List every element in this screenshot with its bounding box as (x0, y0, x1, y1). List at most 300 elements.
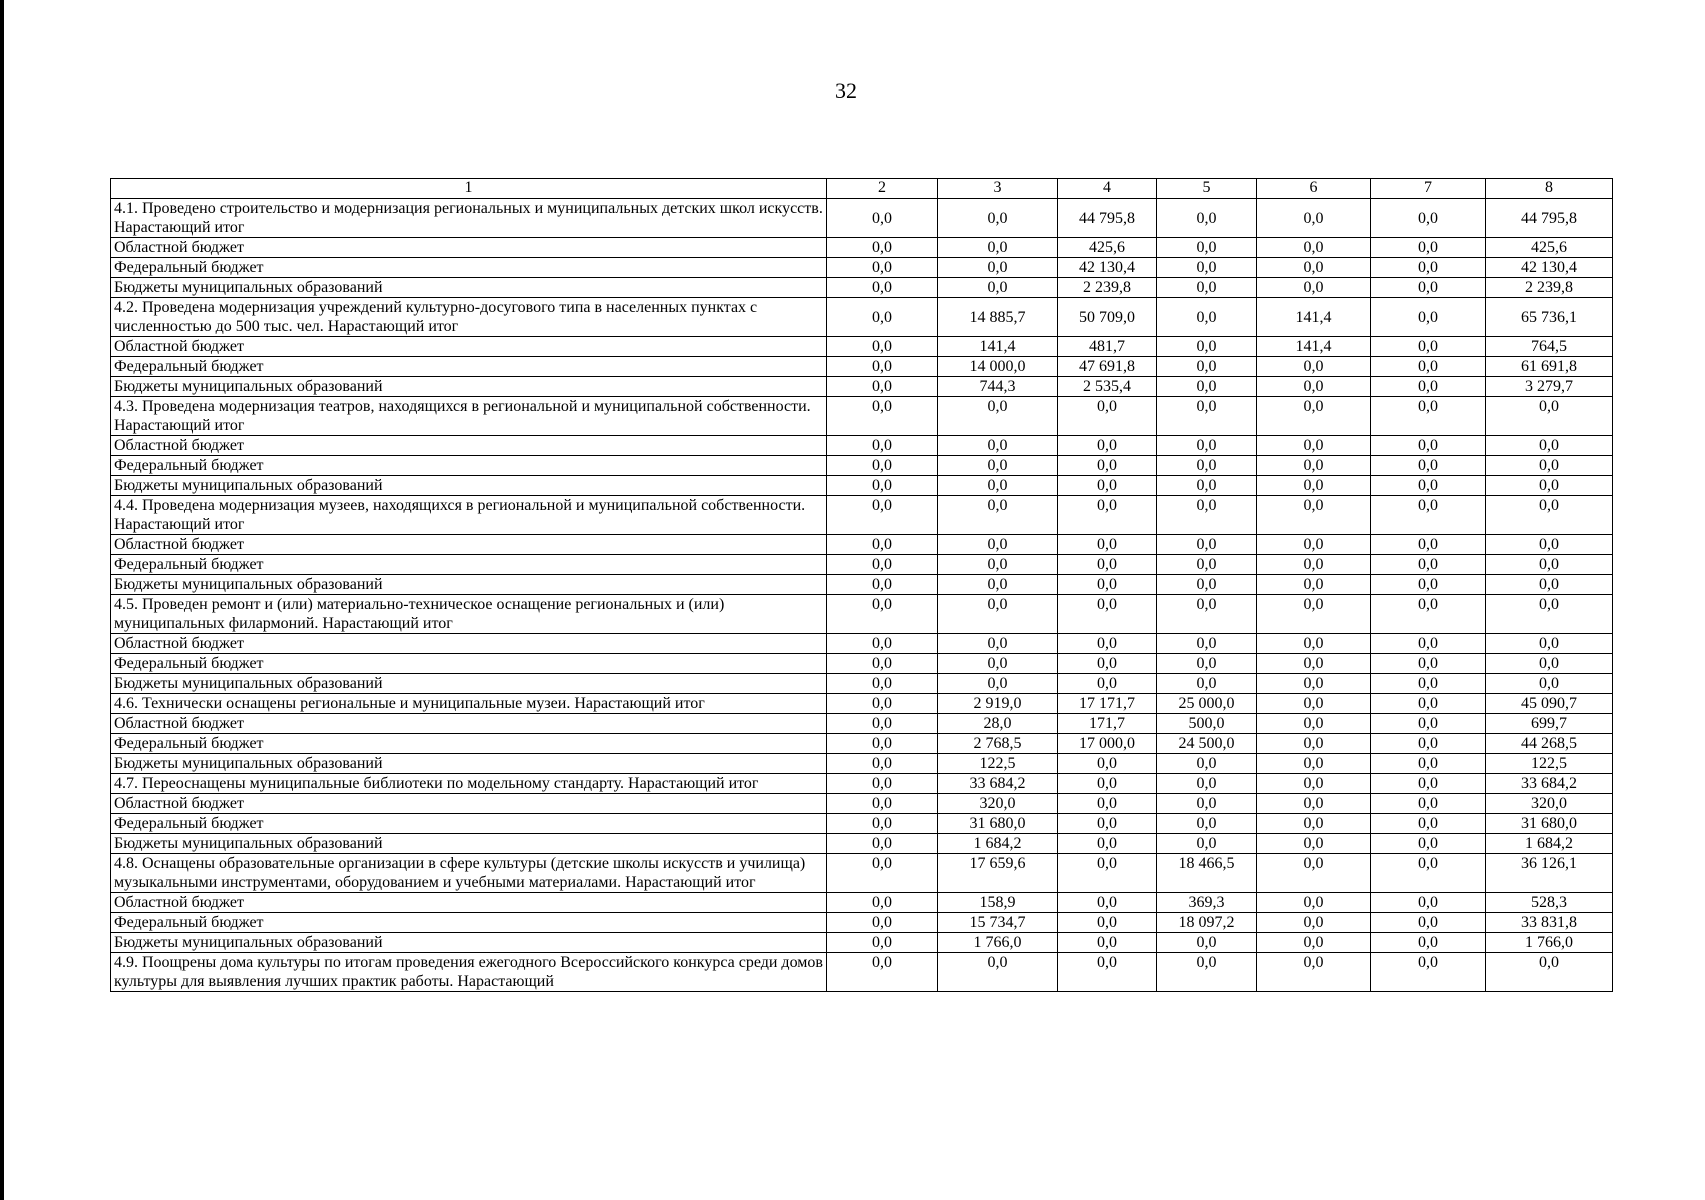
section-value-cell: 0,0 (1157, 397, 1257, 436)
budget-value-cell: 61 691,8 (1486, 357, 1613, 377)
budget-value-cell: 0,0 (1371, 575, 1486, 595)
section-value-cell: 14 885,7 (938, 298, 1058, 337)
section-title: 4.5. Проведен ремонт и (или) материально-техническое оснащение региональных и (или) муниципальных филармоний. Нарастающий итог (111, 595, 827, 634)
budget-value-cell: 0,0 (1371, 734, 1486, 754)
budget-value-cell: 0,0 (1257, 476, 1371, 496)
budget-subrow (111, 674, 1613, 694)
budget-value-cell: 0,0 (1371, 714, 1486, 734)
section-row (111, 854, 1613, 893)
budget-value-cell: 0,0 (1058, 634, 1157, 654)
section-value-cell: 44 795,8 (1486, 199, 1613, 238)
section-value-cell: 0,0 (1257, 694, 1371, 714)
budget-source-label: Бюджеты муниципальных образований (111, 754, 827, 774)
budget-value-cell: 2 768,5 (938, 734, 1058, 754)
budget-value-cell: 0,0 (1157, 654, 1257, 674)
budget-subrow (111, 337, 1613, 357)
budget-subrow (111, 436, 1613, 456)
budget-value-cell: 0,0 (1486, 436, 1613, 456)
budget-value-cell: 24 500,0 (1157, 734, 1257, 754)
budget-subrow (111, 535, 1613, 555)
section-value-cell: 0,0 (1486, 595, 1613, 634)
budget-value-cell: 47 691,8 (1058, 357, 1157, 377)
section-value-cell: 0,0 (1157, 953, 1257, 992)
budget-value-cell: 0,0 (827, 654, 938, 674)
section-row (111, 397, 1613, 436)
section-title: 4.9. Поощрены дома культуры по итогам проведения ежегодного Всероссийского конкурса среди домов культуры для выявления лучших практик работы. Нарастающий (111, 953, 827, 992)
page-number: 32 (835, 78, 857, 103)
budget-value-cell: 0,0 (1257, 674, 1371, 694)
section-row (111, 953, 1613, 992)
section-title: 4.6. Технически оснащены региональные и муниципальные музеи. Нарастающий итог (111, 694, 827, 714)
section-value-cell: 0,0 (827, 774, 938, 794)
budget-value-cell: 0,0 (1058, 794, 1157, 814)
budget-source-label: Областной бюджет (111, 535, 827, 555)
column-header: 1 (111, 179, 827, 199)
section-value-cell: 0,0 (1371, 854, 1486, 893)
budget-value-cell: 2 239,8 (1058, 278, 1157, 298)
budget-value-cell: 0,0 (827, 278, 938, 298)
budget-value-cell: 158,9 (938, 893, 1058, 913)
section-title: 4.4. Проведена модернизация музеев, находящихся в региональной и муниципальной собственности. Нарастающий итог (111, 496, 827, 535)
budget-subrow (111, 377, 1613, 397)
budget-value-cell: 0,0 (1157, 933, 1257, 953)
budget-source-label: Бюджеты муниципальных образований (111, 575, 827, 595)
budget-value-cell: 0,0 (827, 754, 938, 774)
budget-value-cell: 33 831,8 (1486, 913, 1613, 933)
budget-value-cell: 0,0 (827, 357, 938, 377)
budget-value-cell: 0,0 (827, 933, 938, 953)
section-value-cell: 0,0 (1257, 953, 1371, 992)
section-value-cell: 36 126,1 (1486, 854, 1613, 893)
budget-value-cell: 0,0 (1371, 377, 1486, 397)
section-value-cell: 0,0 (827, 199, 938, 238)
section-value-cell: 0,0 (827, 694, 938, 714)
budget-value-cell: 0,0 (1058, 674, 1157, 694)
section-title: 4.2. Проведена модернизация учреждений культурно-досугового типа в населенных пунктах с численностью до 500 тыс. чел. Нарастающий итог (111, 298, 827, 337)
budget-value-cell: 0,0 (1371, 357, 1486, 377)
budget-value-cell: 0,0 (1486, 575, 1613, 595)
budget-value-cell: 0,0 (1371, 238, 1486, 258)
section-value-cell: 0,0 (1371, 496, 1486, 535)
budget-value-cell: 0,0 (1058, 476, 1157, 496)
budget-value-cell: 0,0 (1257, 238, 1371, 258)
section-value-cell: 0,0 (1058, 953, 1157, 992)
budget-value-cell: 0,0 (827, 575, 938, 595)
budget-value-cell: 0,0 (1058, 575, 1157, 595)
section-value-cell: 0,0 (938, 953, 1058, 992)
budget-value-cell: 369,3 (1157, 893, 1257, 913)
budget-source-label: Бюджеты муниципальных образований (111, 278, 827, 298)
budget-value-cell: 0,0 (1058, 814, 1157, 834)
budget-value-cell: 0,0 (1371, 436, 1486, 456)
budget-source-label: Областной бюджет (111, 714, 827, 734)
budget-value-cell: 0,0 (938, 535, 1058, 555)
section-value-cell: 0,0 (1157, 774, 1257, 794)
budget-value-cell: 0,0 (1257, 714, 1371, 734)
budget-source-label: Бюджеты муниципальных образований (111, 476, 827, 496)
budget-value-cell: 0,0 (827, 913, 938, 933)
section-row (111, 774, 1613, 794)
budget-value-cell: 0,0 (1257, 535, 1371, 555)
budget-value-cell: 0,0 (1257, 555, 1371, 575)
budget-value-cell: 0,0 (938, 436, 1058, 456)
budget-subrow (111, 893, 1613, 913)
budget-value-cell: 0,0 (1486, 555, 1613, 575)
budget-value-cell: 44 268,5 (1486, 734, 1613, 754)
table-body (111, 179, 1613, 992)
section-value-cell: 0,0 (827, 397, 938, 436)
budget-value-cell: 0,0 (1257, 933, 1371, 953)
budget-subrow (111, 575, 1613, 595)
budget-value-cell: 31 680,0 (1486, 814, 1613, 834)
section-row (111, 496, 1613, 535)
budget-value-cell: 0,0 (1371, 674, 1486, 694)
budget-value-cell: 0,0 (1371, 456, 1486, 476)
budget-value-cell: 764,5 (1486, 337, 1613, 357)
budget-value-cell: 122,5 (1486, 754, 1613, 774)
budget-value-cell: 0,0 (827, 674, 938, 694)
budget-value-cell: 122,5 (938, 754, 1058, 774)
budget-source-label: Федеральный бюджет (111, 734, 827, 754)
budget-value-cell: 425,6 (1486, 238, 1613, 258)
budget-value-cell: 0,0 (827, 436, 938, 456)
budget-value-cell: 528,3 (1486, 893, 1613, 913)
section-value-cell: 0,0 (1157, 595, 1257, 634)
budget-source-label: Федеральный бюджет (111, 913, 827, 933)
budget-source-label: Областной бюджет (111, 436, 827, 456)
header-row (111, 179, 1613, 199)
budget-value-cell: 0,0 (1157, 337, 1257, 357)
budget-value-cell: 0,0 (1371, 913, 1486, 933)
section-value-cell: 0,0 (1371, 595, 1486, 634)
budget-value-cell: 0,0 (1257, 814, 1371, 834)
budget-value-cell: 0,0 (827, 337, 938, 357)
section-value-cell: 0,0 (1257, 496, 1371, 535)
budget-value-cell: 0,0 (827, 734, 938, 754)
budget-value-cell: 42 130,4 (1058, 258, 1157, 278)
budget-value-cell: 0,0 (1257, 258, 1371, 278)
budget-value-cell: 15 734,7 (938, 913, 1058, 933)
budget-value-cell: 0,0 (1371, 555, 1486, 575)
budget-value-cell: 171,7 (1058, 714, 1157, 734)
budget-value-cell: 0,0 (1371, 476, 1486, 496)
column-header: 4 (1058, 179, 1157, 199)
section-value-cell: 65 736,1 (1486, 298, 1613, 337)
budget-value-cell: 0,0 (1371, 654, 1486, 674)
budget-value-cell: 0,0 (1257, 654, 1371, 674)
budget-value-cell: 0,0 (1058, 933, 1157, 953)
budget-value-cell: 0,0 (938, 575, 1058, 595)
budget-subrow (111, 834, 1613, 854)
budget-value-cell: 0,0 (1257, 734, 1371, 754)
section-value-cell: 0,0 (1157, 199, 1257, 238)
column-header: 7 (1371, 179, 1486, 199)
budget-subrow (111, 794, 1613, 814)
budget-value-cell: 744,3 (938, 377, 1058, 397)
budget-subrow (111, 555, 1613, 575)
section-value-cell: 0,0 (827, 953, 938, 992)
budget-value-cell: 0,0 (827, 456, 938, 476)
budget-value-cell: 1 766,0 (938, 933, 1058, 953)
budget-value-cell: 0,0 (1371, 258, 1486, 278)
budget-value-cell: 0,0 (1157, 555, 1257, 575)
section-value-cell: 0,0 (827, 298, 938, 337)
budget-subrow (111, 238, 1613, 258)
budget-value-cell: 0,0 (1371, 754, 1486, 774)
budget-value-cell: 0,0 (1371, 893, 1486, 913)
budget-value-cell: 0,0 (1371, 634, 1486, 654)
section-value-cell: 0,0 (1157, 298, 1257, 337)
budget-value-cell: 0,0 (1486, 535, 1613, 555)
section-value-cell: 0,0 (938, 496, 1058, 535)
section-value-cell: 0,0 (938, 199, 1058, 238)
budget-value-cell: 0,0 (1157, 258, 1257, 278)
budget-value-cell: 0,0 (827, 814, 938, 834)
budget-value-cell: 1 766,0 (1486, 933, 1613, 953)
budget-value-cell: 481,7 (1058, 337, 1157, 357)
budget-value-cell: 0,0 (1371, 535, 1486, 555)
budget-source-label: Федеральный бюджет (111, 258, 827, 278)
budget-value-cell: 0,0 (938, 278, 1058, 298)
budget-value-cell: 0,0 (1157, 357, 1257, 377)
section-value-cell: 0,0 (1371, 694, 1486, 714)
budget-value-cell: 0,0 (1257, 456, 1371, 476)
section-title: 4.3. Проведена модернизация театров, находящихся в региональной и муниципальной собственности. Нарастающий итог (111, 397, 827, 436)
budget-subrow (111, 734, 1613, 754)
section-value-cell: 0,0 (1257, 595, 1371, 634)
budget-source-label: Областной бюджет (111, 634, 827, 654)
budget-value-cell: 0,0 (1371, 794, 1486, 814)
section-value-cell: 17 659,6 (938, 854, 1058, 893)
section-value-cell: 0,0 (938, 397, 1058, 436)
section-title: 4.1. Проведено строительство и модернизация региональных и муниципальных детских школ искусств. Нарастающий итог (111, 199, 827, 238)
budget-value-cell: 0,0 (1486, 674, 1613, 694)
budget-value-cell: 0,0 (1058, 913, 1157, 933)
budget-value-cell: 0,0 (1058, 456, 1157, 476)
column-header: 5 (1157, 179, 1257, 199)
budget-value-cell: 0,0 (1157, 456, 1257, 476)
budget-subrow (111, 754, 1613, 774)
budget-value-cell: 0,0 (1371, 337, 1486, 357)
budget-value-cell: 0,0 (1058, 436, 1157, 456)
scan-edge-left (0, 0, 4, 1200)
budget-subrow (111, 634, 1613, 654)
section-value-cell: 33 684,2 (938, 774, 1058, 794)
budget-value-cell: 0,0 (1257, 377, 1371, 397)
budget-value-cell: 0,0 (1157, 278, 1257, 298)
budget-value-cell: 0,0 (1157, 377, 1257, 397)
budget-value-cell: 500,0 (1157, 714, 1257, 734)
section-value-cell: 0,0 (1486, 397, 1613, 436)
budget-value-cell: 141,4 (938, 337, 1058, 357)
section-row (111, 298, 1613, 337)
section-value-cell: 0,0 (1058, 595, 1157, 634)
section-value-cell: 0,0 (1371, 953, 1486, 992)
budget-value-cell: 0,0 (1157, 436, 1257, 456)
budget-value-cell: 0,0 (1486, 476, 1613, 496)
budget-value-cell: 0,0 (1157, 476, 1257, 496)
section-row (111, 199, 1613, 238)
budget-value-cell: 0,0 (1486, 456, 1613, 476)
budget-subrow (111, 456, 1613, 476)
budget-source-label: Бюджеты муниципальных образований (111, 674, 827, 694)
section-value-cell: 44 795,8 (1058, 199, 1157, 238)
section-value-cell: 0,0 (1257, 854, 1371, 893)
budget-subrow (111, 913, 1613, 933)
section-value-cell: 50 709,0 (1058, 298, 1157, 337)
budget-subrow (111, 258, 1613, 278)
section-value-cell: 0,0 (827, 595, 938, 634)
section-value-cell: 18 466,5 (1157, 854, 1257, 893)
budget-value-cell: 0,0 (938, 555, 1058, 575)
section-value-cell: 0,0 (827, 854, 938, 893)
section-value-cell: 0,0 (1058, 854, 1157, 893)
budget-value-cell: 0,0 (938, 654, 1058, 674)
budget-source-label: Бюджеты муниципальных образований (111, 377, 827, 397)
section-value-cell: 0,0 (827, 496, 938, 535)
budget-subrow (111, 357, 1613, 377)
budget-table (110, 178, 1613, 992)
budget-value-cell: 0,0 (1371, 834, 1486, 854)
section-row (111, 694, 1613, 714)
section-value-cell: 0,0 (1257, 397, 1371, 436)
budget-source-label: Областной бюджет (111, 238, 827, 258)
budget-value-cell: 0,0 (938, 258, 1058, 278)
budget-value-cell: 0,0 (1257, 357, 1371, 377)
budget-value-cell: 42 130,4 (1486, 258, 1613, 278)
budget-value-cell: 0,0 (1157, 794, 1257, 814)
section-value-cell: 45 090,7 (1486, 694, 1613, 714)
budget-value-cell: 0,0 (1257, 278, 1371, 298)
column-header: 2 (827, 179, 938, 199)
budget-value-cell: 1 684,2 (938, 834, 1058, 854)
budget-value-cell: 0,0 (827, 794, 938, 814)
budget-value-cell: 3 279,7 (1486, 377, 1613, 397)
budget-value-cell: 0,0 (1157, 814, 1257, 834)
section-value-cell: 0,0 (1371, 298, 1486, 337)
budget-value-cell: 0,0 (827, 555, 938, 575)
budget-value-cell: 0,0 (827, 377, 938, 397)
budget-value-cell: 0,0 (1058, 654, 1157, 674)
budget-value-cell: 0,0 (938, 476, 1058, 496)
budget-subrow (111, 654, 1613, 674)
section-title: 4.8. Оснащены образовательные организации в сфере культуры (детские школы искусств и училища) музыкальными инструментами, оборудованием и учебными материалами. Нарастающий итог (111, 854, 827, 893)
budget-source-label: Областной бюджет (111, 794, 827, 814)
budget-source-label: Бюджеты муниципальных образований (111, 933, 827, 953)
budget-value-cell: 0,0 (1058, 555, 1157, 575)
section-value-cell: 141,4 (1257, 298, 1371, 337)
budget-value-cell: 0,0 (1486, 634, 1613, 654)
budget-value-cell: 0,0 (1257, 893, 1371, 913)
budget-value-cell: 0,0 (1157, 634, 1257, 654)
budget-value-cell: 0,0 (827, 834, 938, 854)
budget-value-cell: 18 097,2 (1157, 913, 1257, 933)
budget-value-cell: 0,0 (827, 535, 938, 555)
column-header: 8 (1486, 179, 1613, 199)
budget-value-cell: 0,0 (1486, 654, 1613, 674)
section-value-cell: 0,0 (1371, 774, 1486, 794)
budget-value-cell: 0,0 (1157, 575, 1257, 595)
budget-source-label: Областной бюджет (111, 337, 827, 357)
budget-value-cell: 0,0 (827, 893, 938, 913)
budget-value-cell: 0,0 (1257, 794, 1371, 814)
budget-value-cell: 2 535,4 (1058, 377, 1157, 397)
budget-value-cell: 0,0 (1257, 754, 1371, 774)
section-value-cell: 0,0 (1257, 199, 1371, 238)
budget-value-cell: 0,0 (1058, 834, 1157, 854)
budget-value-cell: 0,0 (1257, 634, 1371, 654)
budget-source-label: Федеральный бюджет (111, 456, 827, 476)
budget-value-cell: 0,0 (827, 634, 938, 654)
budget-value-cell: 0,0 (1157, 535, 1257, 555)
budget-value-cell: 320,0 (938, 794, 1058, 814)
section-value-cell: 0,0 (1371, 397, 1486, 436)
budget-source-label: Федеральный бюджет (111, 357, 827, 377)
section-value-cell: 0,0 (1486, 953, 1613, 992)
budget-value-cell: 0,0 (827, 238, 938, 258)
budget-value-cell: 0,0 (938, 456, 1058, 476)
budget-value-cell: 0,0 (1257, 913, 1371, 933)
budget-value-cell: 0,0 (1157, 238, 1257, 258)
budget-value-cell: 17 000,0 (1058, 734, 1157, 754)
column-header: 6 (1257, 179, 1371, 199)
budget-value-cell: 0,0 (1157, 754, 1257, 774)
budget-source-label: Федеральный бюджет (111, 555, 827, 575)
budget-value-cell: 0,0 (827, 714, 938, 734)
budget-value-cell: 14 000,0 (938, 357, 1058, 377)
budget-value-cell: 0,0 (1371, 278, 1486, 298)
budget-source-label: Федеральный бюджет (111, 814, 827, 834)
budget-value-cell: 1 684,2 (1486, 834, 1613, 854)
budget-value-cell: 0,0 (1058, 535, 1157, 555)
budget-value-cell: 0,0 (1157, 674, 1257, 694)
budget-value-cell: 425,6 (1058, 238, 1157, 258)
budget-value-cell: 0,0 (1058, 754, 1157, 774)
budget-value-cell: 0,0 (1257, 436, 1371, 456)
budget-subrow (111, 476, 1613, 496)
budget-value-cell: 2 239,8 (1486, 278, 1613, 298)
budget-value-cell: 0,0 (938, 634, 1058, 654)
budget-source-label: Областной бюджет (111, 893, 827, 913)
budget-source-label: Федеральный бюджет (111, 654, 827, 674)
section-value-cell: 17 171,7 (1058, 694, 1157, 714)
budget-subrow (111, 814, 1613, 834)
section-title: 4.7. Переоснащены муниципальные библиотеки по модельному стандарту. Нарастающий итог (111, 774, 827, 794)
budget-value-cell: 699,7 (1486, 714, 1613, 734)
budget-value-cell: 0,0 (1157, 834, 1257, 854)
section-value-cell: 0,0 (1058, 397, 1157, 436)
section-value-cell: 33 684,2 (1486, 774, 1613, 794)
budget-subrow (111, 933, 1613, 953)
budget-value-cell: 0,0 (827, 476, 938, 496)
budget-value-cell: 141,4 (1257, 337, 1371, 357)
section-value-cell: 0,0 (1157, 496, 1257, 535)
budget-subrow (111, 278, 1613, 298)
section-value-cell: 25 000,0 (1157, 694, 1257, 714)
budget-value-cell: 320,0 (1486, 794, 1613, 814)
budget-value-cell: 0,0 (938, 238, 1058, 258)
section-value-cell: 0,0 (1058, 774, 1157, 794)
budget-value-cell: 0,0 (827, 258, 938, 278)
column-header: 3 (938, 179, 1058, 199)
budget-value-cell: 31 680,0 (938, 814, 1058, 834)
section-value-cell: 0,0 (1486, 496, 1613, 535)
budget-value-cell: 0,0 (1058, 893, 1157, 913)
budget-value-cell: 0,0 (1371, 933, 1486, 953)
section-row (111, 595, 1613, 634)
budget-value-cell: 0,0 (938, 674, 1058, 694)
budget-value-cell: 0,0 (1257, 834, 1371, 854)
